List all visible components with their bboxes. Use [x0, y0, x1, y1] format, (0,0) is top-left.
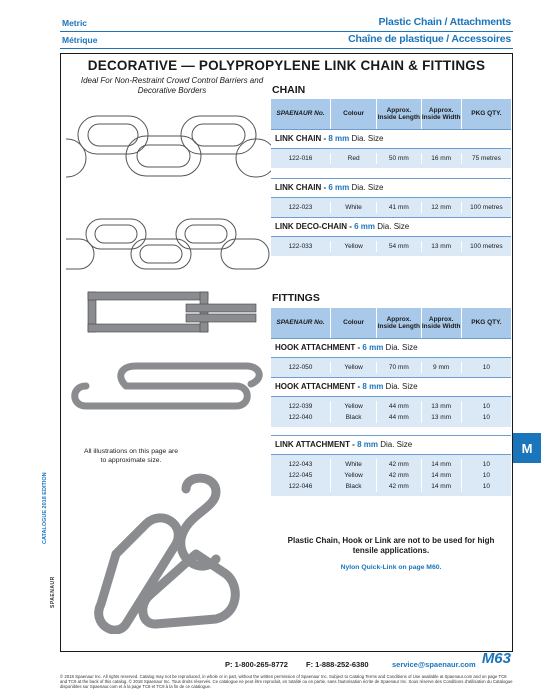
hook-attachment-6mm-illustration [75, 366, 259, 406]
table-row: 122-045 Yellow 42 mm 14 mm 10 [271, 470, 511, 481]
subtitle: Ideal For Non-Restraint Crowd Control Barriers and Decorative Borders [80, 76, 264, 95]
fittings-table [271, 308, 511, 496]
illustration-size-note: All illustrations on this page are to approximate size. [83, 448, 179, 464]
legal-notice: © 2018 Spaenaur Inc. All rights reserved. Catalog may not be reproduced, in whole or in part, without the written permission of Spaenaur Inc. Subject to Catalog Terms and Conditions of Use available at Spaenaur.com and on page TC8 and TC9 at the back of this catalog. © 2018 Spaenaur Inc. Tous droits réservés. Ce catalogue ne peut être reproduit, en totalité ou en partie, sans l'autorisation écrite de Spaenaur Inc. Sous réserve des Conditions d'utilisation du Catalogue disponibles sur Spaenaur.com et à la page TC8 et TC9 à la fin de ce catalogue. [60, 674, 513, 690]
table-row: 122-043 White 42 mm 14 mm 10 [271, 459, 511, 470]
fittings-group-rows [271, 454, 511, 496]
nylon-quick-link-reference[interactable]: Nylon Quick-Link on page M60. [340, 564, 442, 571]
page-number: M63 [481, 650, 511, 667]
chain-group-deco-6mm: LINK DECO-CHAIN - 6 mm Dia. Size [271, 217, 511, 236]
link-chain-8mm-illustration [66, 116, 271, 177]
chain-illustrations [66, 94, 271, 634]
content-panel [60, 53, 513, 652]
chain-group-rows [271, 148, 511, 168]
header-rule [60, 31, 513, 32]
col-colour: Colour [331, 99, 377, 129]
chain-group-rows [271, 197, 511, 217]
header-category-en: Plastic Chain / Attachments [378, 16, 511, 28]
deco-chain-illustration [88, 292, 256, 332]
chain-group-rows [271, 236, 511, 256]
page-title: DECORATIVE — POLYPROPYLENE LINK CHAIN & FITTINGS [87, 58, 486, 73]
fittings-group-hook-8mm: HOOK ATTACHMENT - 8 mm Dia. Size [271, 377, 511, 396]
col-inside-length: Approx. Inside Length [377, 308, 421, 338]
col-spaenaur-no: SPAENAUR No. [271, 99, 331, 129]
fittings-table-header [271, 308, 511, 338]
col-pkg-qty: PKG QTY. [471, 110, 502, 118]
brand-label: SPAENAUR [50, 576, 56, 608]
fittings-group-link-8mm: LINK ATTACHMENT - 8 mm Dia. Size [271, 435, 511, 454]
header-rule [60, 48, 513, 49]
table-row: 122-023 White 41 mm 12 mm 100 metres [271, 202, 511, 213]
chain-group-link-6mm: LINK CHAIN - 6 mm Dia. Size [271, 178, 511, 197]
table-row: 122-046 Black 42 mm 14 mm 10 [271, 481, 511, 492]
fittings-group-hook-6mm: HOOK ATTACHMENT - 6 mm Dia. Size [271, 338, 511, 357]
table-row: 122-040 Black 44 mm 13 mm 10 [271, 412, 511, 423]
tensile-warning: Plastic Chain, Hook or Link are not to be used for high tensile applications. [287, 536, 495, 555]
table-row: 122-033 Yellow 54 mm 13 mm 100 metres [271, 241, 511, 252]
chain-table-header [271, 99, 511, 129]
fittings-group-rows [271, 396, 511, 427]
header-metric-en: Metric [62, 18, 88, 28]
col-inside-width: Approx. Inside Width [422, 308, 462, 338]
table-row: 122-016 Red 50 mm 16 mm 75 metres [271, 153, 511, 164]
table-row: 122-050 Yellow 70 mm 9 mm 10 [271, 362, 511, 373]
table-row: 122-039 Yellow 44 mm 13 mm 10 [271, 401, 511, 412]
col-spaenaur-no: SPAENAUR No. [271, 308, 331, 338]
link-attachment-right-illustration [143, 554, 236, 624]
header-metric-fr: Métrique [62, 35, 98, 45]
chain-group-link-8mm: LINK CHAIN - 8 mm Dia. Size [271, 129, 511, 148]
chain-table [271, 99, 511, 256]
catalogue-edition-label: CATALOGUE 2018 EDITION [42, 472, 48, 544]
col-colour: Colour [331, 308, 377, 338]
chain-section-title: CHAIN [272, 84, 306, 96]
fittings-group-rows [271, 357, 511, 377]
section-tab-m[interactable]: M [513, 433, 541, 463]
header-category-fr: Chaîne de plastique / Accessoires [348, 33, 511, 45]
col-pkg-qty: PKG QTY. [471, 319, 502, 327]
contact-fax: F: 1-888-252-6380 [306, 660, 369, 669]
link-chain-6mm-illustration [66, 219, 269, 269]
col-inside-length: Approx. Inside Length [377, 99, 421, 129]
col-inside-width: Approx. Inside Width [422, 99, 462, 129]
contact-email[interactable]: service@spaenaur.com [392, 660, 476, 669]
contact-phone[interactable]: P: 1-800-265-8772 [225, 660, 288, 669]
fittings-section-title: FITTINGS [272, 292, 320, 304]
